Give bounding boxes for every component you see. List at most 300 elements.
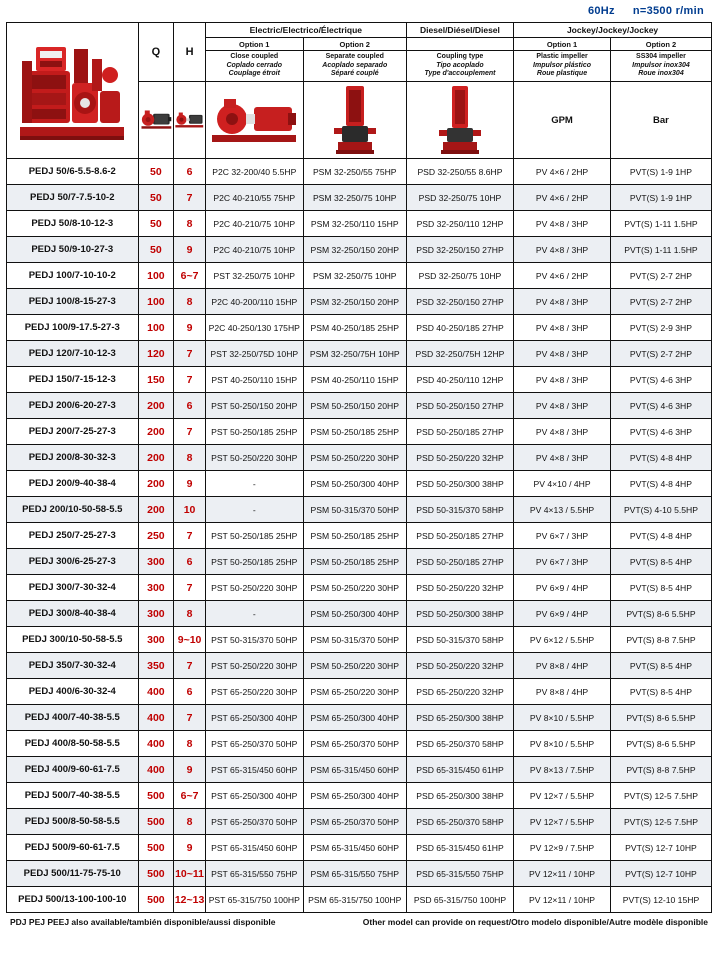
sub-line1: Plastic impeller (536, 52, 588, 60)
row-h: 6 (174, 549, 206, 575)
row-h: 9 (174, 757, 206, 783)
coupling-type-pump-illustration (208, 91, 300, 149)
vertical-ss304-jockey-pump-illustration (437, 82, 483, 158)
row-model: PEDJ 100/7-10-10-2 (7, 263, 139, 289)
row-model: PEDJ 50/9-10-27-3 (7, 237, 139, 263)
header-jockey-option2: Option 2 (610, 38, 711, 51)
table-row (7, 575, 712, 601)
row-diesel: PSD 40-250/110 12HP (406, 367, 513, 393)
row-h: 7 (174, 523, 206, 549)
row-electric-option1: PST 50-250/220 30HP (205, 575, 303, 601)
row-model: PEDJ 50/8-10-12-3 (7, 211, 139, 237)
sub-line2: Impulsor inox304 (632, 61, 690, 69)
row-electric-option1: PST 50-315/370 50HP (205, 627, 303, 653)
sub-line1: Separate coupled (325, 52, 384, 60)
photo-plastic-impeller-jockey-pump (303, 82, 406, 159)
sub-line2: Tipo acoplado (436, 61, 484, 69)
row-jockey-option2: PVT(S) 8-6 5.5HP (610, 705, 711, 731)
row-h: 10~11 (174, 861, 206, 887)
row-q: 350 (138, 653, 174, 679)
row-jockey-option2: PVT(S) 4-6 3HP (610, 393, 711, 419)
row-jockey-option1: PV 4×8 / 3HP (514, 315, 611, 341)
row-jockey-option1: PV 6×7 / 3HP (514, 549, 611, 575)
row-model: PEDJ 150/7-15-12-3 (7, 367, 139, 393)
row-model: PEDJ 500/13-100-100-10 (7, 887, 139, 913)
row-q: 500 (138, 835, 174, 861)
table-row (7, 809, 712, 835)
frequency-label: 60Hz (587, 5, 615, 17)
row-jockey-option1: PV 12×11 / 10HP (514, 861, 611, 887)
row-model: PEDJ 50/6-5.5-8.6-2 (7, 159, 139, 185)
row-diesel: PSD 50-315/370 58HP (406, 497, 513, 523)
row-h: 12~13 (174, 887, 206, 913)
row-jockey-option1: PV 12×7 / 5.5HP (514, 809, 611, 835)
row-diesel: PSD 32-250/75 10HP (406, 185, 513, 211)
fire-pump-set-illustration (16, 31, 128, 151)
table-body (7, 159, 712, 913)
table-row (7, 289, 712, 315)
row-jockey-option2: PVT(S) 8-5 4HP (610, 653, 711, 679)
row-h: 7 (174, 367, 206, 393)
header-q: Q (138, 23, 174, 82)
row-electric-option1: PST 50-250/220 30HP (205, 445, 303, 471)
row-jockey-option2: PVT(S) 12-7 10HP (610, 861, 711, 887)
row-diesel: PSD 50-250/300 38HP (406, 471, 513, 497)
row-h: 6 (174, 159, 206, 185)
photo-separate-coupled-pump (174, 82, 206, 159)
row-q: 50 (138, 237, 174, 263)
row-electric-option1: PST 50-250/185 25HP (205, 419, 303, 445)
row-electric-option1: PST 50-250/185 25HP (205, 549, 303, 575)
row-model: PEDJ 200/7-25-27-3 (7, 419, 139, 445)
row-q: 300 (138, 575, 174, 601)
row-electric-option2: PSM 50-250/150 20HP (303, 393, 406, 419)
row-electric-option2: PSM 65-315/450 60HP (303, 757, 406, 783)
row-q: 400 (138, 705, 174, 731)
row-jockey-option2: PVT(S) 1-11 1.5HP (610, 237, 711, 263)
row-electric-option1: PST 50-250/185 25HP (205, 523, 303, 549)
row-model: PEDJ 200/8-30-32-3 (7, 445, 139, 471)
row-jockey-option1: PV 12×9 / 7.5HP (514, 835, 611, 861)
row-jockey-option2: PVT(S) 12-7 10HP (610, 835, 711, 861)
row-q: 120 (138, 341, 174, 367)
row-electric-option1: P2C 32-200/40 5.5HP (205, 159, 303, 185)
header-sub-separate-coupled (303, 51, 406, 82)
row-electric-option2: PSM 50-315/370 50HP (303, 627, 406, 653)
header-sub-ss304-impeller (610, 51, 711, 82)
row-diesel: PSD 50-250/185 27HP (406, 549, 513, 575)
row-jockey-option2: PVT(S) 8-8 7.5HP (610, 757, 711, 783)
row-electric-option1: PST 65-315/550 75HP (205, 861, 303, 887)
row-electric-option2: PSM 50-250/220 30HP (303, 653, 406, 679)
row-q: 500 (138, 861, 174, 887)
row-h: 7 (174, 653, 206, 679)
row-jockey-option2: PVT(S) 4-8 4HP (610, 523, 711, 549)
row-electric-option2: PSM 32-250/150 20HP (303, 237, 406, 263)
row-jockey-option1: PV 4×8 / 3HP (514, 393, 611, 419)
row-electric-option2: PSM 50-315/370 50HP (303, 497, 406, 523)
row-electric-option2: PSM 50-250/185 25HP (303, 549, 406, 575)
row-electric-option2: PSM 65-315/450 60HP (303, 835, 406, 861)
sub-line2: Acoplado separado (322, 61, 388, 69)
row-h: 7 (174, 419, 206, 445)
pump-selection-table (6, 22, 712, 913)
row-jockey-option2: PVT(S) 12-5 7.5HP (610, 809, 711, 835)
row-jockey-option1: PV 4×8 / 3HP (514, 237, 611, 263)
row-h: 8 (174, 809, 206, 835)
row-diesel: PSD 50-250/220 32HP (406, 445, 513, 471)
row-q: 500 (138, 887, 174, 913)
row-model: PEDJ 120/7-10-12-3 (7, 341, 139, 367)
row-h: 7 (174, 705, 206, 731)
sub-line1: Close coupled (230, 52, 279, 60)
product-photo-diesel-fire-pump-set (7, 23, 139, 159)
row-electric-option2: PSM 32-250/55 75HP (303, 159, 406, 185)
row-jockey-option1: PV 8×10 / 5.5HP (514, 731, 611, 757)
row-model: PEDJ 250/7-25-27-3 (7, 523, 139, 549)
table-row (7, 159, 712, 185)
table-row (7, 341, 712, 367)
row-electric-option1: - (205, 471, 303, 497)
row-electric-option1: PST 40-250/110 15HP (205, 367, 303, 393)
row-electric-option2: PSM 50-250/300 40HP (303, 601, 406, 627)
row-jockey-option2: PVT(S) 8-6 5.5HP (610, 601, 711, 627)
table-row (7, 731, 712, 757)
row-h: 7 (174, 575, 206, 601)
photo-ss304-impeller-jockey-pump (406, 82, 513, 159)
row-q: 400 (138, 757, 174, 783)
row-jockey-option2: PVT(S) 1-11 1.5HP (610, 211, 711, 237)
row-jockey-option1: PV 4×6 / 2HP (514, 159, 611, 185)
table-row (7, 315, 712, 341)
row-q: 300 (138, 549, 174, 575)
sub-line3: Séparé couplé (330, 70, 379, 78)
row-electric-option1: PST 50-250/150 20HP (205, 393, 303, 419)
row-diesel: PSD 50-315/370 58HP (406, 627, 513, 653)
row-jockey-option2: PVT(S) 2-7 2HP (610, 341, 711, 367)
row-electric-option2: PSM 50-250/185 25HP (303, 419, 406, 445)
row-model: PEDJ 500/8-50-58-5.5 (7, 809, 139, 835)
row-q: 200 (138, 419, 174, 445)
sub-line2: Coplado cerrado (226, 61, 283, 69)
row-electric-option2: PSM 65-250/370 50HP (303, 731, 406, 757)
row-electric-option2: PSM 32-250/110 15HP (303, 211, 406, 237)
row-electric-option2: PSM 65-250/220 30HP (303, 679, 406, 705)
row-model: PEDJ 500/7-40-38-5.5 (7, 783, 139, 809)
row-electric-option2: PSM 65-250/300 40HP (303, 705, 406, 731)
row-jockey-option2: PVT(S) 4-8 4HP (610, 471, 711, 497)
header-h-unit: Bar (610, 82, 711, 159)
row-h: 8 (174, 445, 206, 471)
sub-line3: Type d'accouplement (424, 70, 496, 78)
row-electric-option2: PSM 50-250/220 30HP (303, 445, 406, 471)
row-diesel: PSD 32-250/75H 12HP (406, 341, 513, 367)
row-q: 100 (138, 289, 174, 315)
row-diesel: PSD 50-250/300 38HP (406, 601, 513, 627)
row-electric-option1: PST 32-250/75D 10HP (205, 341, 303, 367)
table-row (7, 861, 712, 887)
row-jockey-option2: PVT(S) 8-6 5.5HP (610, 731, 711, 757)
row-jockey-option1: PV 4×8 / 3HP (514, 289, 611, 315)
table-row (7, 679, 712, 705)
row-model: PEDJ 350/7-30-32-4 (7, 653, 139, 679)
photo-coupling-type-pump (205, 82, 303, 159)
row-electric-option1: PST 32-250/75 10HP (205, 263, 303, 289)
row-jockey-option1: PV 4×6 / 2HP (514, 263, 611, 289)
row-q: 50 (138, 211, 174, 237)
row-h: 7 (174, 341, 206, 367)
row-diesel: PSD 50-250/220 32HP (406, 653, 513, 679)
table-row (7, 211, 712, 237)
row-jockey-option2: PVT(S) 8-5 4HP (610, 549, 711, 575)
row-jockey-option1: PV 12×11 / 10HP (514, 887, 611, 913)
row-electric-option1: PST 65-250/370 50HP (205, 731, 303, 757)
header-electric-option2: Option 2 (303, 38, 406, 51)
table-row (7, 757, 712, 783)
sub-line3: Roue plastique (536, 70, 588, 78)
table-row (7, 263, 712, 289)
row-q: 100 (138, 263, 174, 289)
row-electric-option1: P2C 40-210/75 10HP (205, 211, 303, 237)
table-row (7, 835, 712, 861)
table-row (7, 393, 712, 419)
table-row (7, 523, 712, 549)
row-jockey-option2: PVT(S) 12-5 7.5HP (610, 783, 711, 809)
row-electric-option1: PST 65-250/220 30HP (205, 679, 303, 705)
row-diesel: PSD 50-250/220 32HP (406, 575, 513, 601)
table-row (7, 653, 712, 679)
table-row (7, 471, 712, 497)
row-jockey-option2: PVT(S) 8-8 7.5HP (610, 627, 711, 653)
row-jockey-option2: PVT(S) 2-7 2HP (610, 289, 711, 315)
speed-label: n=3500 r/min (632, 5, 704, 17)
row-jockey-option1: PV 4×8 / 3HP (514, 341, 611, 367)
row-jockey-option1: PV 6×12 / 5.5HP (514, 627, 611, 653)
table-row (7, 783, 712, 809)
header-diesel-option (406, 38, 513, 51)
row-electric-option1: PST 50-250/220 30HP (205, 653, 303, 679)
header-group-electric: Electric/Electrico/Électrique (205, 23, 406, 38)
row-jockey-option2: PVT(S) 2-7 2HP (610, 263, 711, 289)
row-jockey-option1: PV 8×8 / 4HP (514, 653, 611, 679)
row-electric-option1: PST 65-315/450 60HP (205, 757, 303, 783)
row-diesel: PSD 65-250/370 58HP (406, 731, 513, 757)
header-electric-option1: Option 1 (205, 38, 303, 51)
table-row (7, 705, 712, 731)
row-q: 200 (138, 445, 174, 471)
row-jockey-option2: PVT(S) 4-6 3HP (610, 367, 711, 393)
row-h: 6~7 (174, 783, 206, 809)
row-diesel: PSD 65-315/450 61HP (406, 757, 513, 783)
row-jockey-option2: PVT(S) 8-5 4HP (610, 679, 711, 705)
header-sub-plastic-impeller (514, 51, 611, 82)
row-diesel: PSD 50-250/150 27HP (406, 393, 513, 419)
row-q: 200 (138, 393, 174, 419)
table-row (7, 887, 712, 913)
row-q: 100 (138, 315, 174, 341)
table-row (7, 445, 712, 471)
row-electric-option1: PST 65-250/300 40HP (205, 705, 303, 731)
row-electric-option2: PSM 32-250/75 10HP (303, 263, 406, 289)
table-header (7, 23, 712, 159)
row-h: 10 (174, 497, 206, 523)
close-coupled-pump-illustration (139, 91, 174, 149)
row-h: 9 (174, 315, 206, 341)
row-jockey-option1: PV 8×10 / 5.5HP (514, 705, 611, 731)
photo-close-coupled-pump (138, 82, 174, 159)
row-model: PEDJ 400/6-30-32-4 (7, 679, 139, 705)
row-h: 9 (174, 471, 206, 497)
row-diesel: PSD 65-250/370 58HP (406, 809, 513, 835)
header-sub-close-coupled (205, 51, 303, 82)
row-h: 6~7 (174, 263, 206, 289)
row-h: 6 (174, 393, 206, 419)
row-electric-option1: PST 65-315/450 60HP (205, 835, 303, 861)
row-electric-option2: PSM 32-250/150 20HP (303, 289, 406, 315)
row-model: PEDJ 500/9-60-61-7.5 (7, 835, 139, 861)
row-diesel: PSD 32-250/75 10HP (406, 263, 513, 289)
row-model: PEDJ 400/7-40-38-5.5 (7, 705, 139, 731)
row-electric-option1: P2C 40-200/110 15HP (205, 289, 303, 315)
row-model: PEDJ 500/11-75-75-10 (7, 861, 139, 887)
row-electric-option2: PSM 50-250/185 25HP (303, 523, 406, 549)
row-electric-option1: - (205, 601, 303, 627)
row-jockey-option1: PV 6×7 / 3HP (514, 523, 611, 549)
row-jockey-option1: PV 4×13 / 5.5HP (514, 497, 611, 523)
row-q: 200 (138, 471, 174, 497)
header-group-diesel: Diesel/Diésel/Diesel (406, 23, 513, 38)
row-model: PEDJ 300/7-30-32-4 (7, 575, 139, 601)
row-q: 400 (138, 679, 174, 705)
row-electric-option1: P2C 40-250/130 175HP (205, 315, 303, 341)
sub-line3: Roue inox304 (638, 70, 684, 78)
row-h: 9 (174, 237, 206, 263)
row-model: PEDJ 400/8-50-58-5.5 (7, 731, 139, 757)
footer-right-note: Other model can provide on request/Otro modelo disponible/Autre modèle disponible (362, 917, 708, 927)
row-electric-option2: PSM 50-250/220 30HP (303, 575, 406, 601)
row-h: 8 (174, 289, 206, 315)
row-electric-option1: PST 65-250/370 50HP (205, 809, 303, 835)
table-row (7, 549, 712, 575)
table-row (7, 601, 712, 627)
row-diesel: PSD 65-315/750 100HP (406, 887, 513, 913)
top-specs-bar (6, 0, 712, 22)
table-row (7, 237, 712, 263)
row-diesel: PSD 65-250/220 32HP (406, 679, 513, 705)
row-jockey-option1: PV 4×8 / 3HP (514, 211, 611, 237)
row-diesel: PSD 50-250/185 27HP (406, 523, 513, 549)
table-row (7, 185, 712, 211)
vertical-jockey-pump-illustration (332, 82, 378, 158)
sub-line1: Coupling type (436, 52, 484, 60)
row-q: 50 (138, 185, 174, 211)
row-electric-option2: PSM 50-250/300 40HP (303, 471, 406, 497)
row-jockey-option1: PV 8×13 / 7.5HP (514, 757, 611, 783)
row-jockey-option2: PVT(S) 4-6 3HP (610, 419, 711, 445)
row-electric-option2: PSM 40-250/110 15HP (303, 367, 406, 393)
header-h: H (174, 23, 206, 82)
row-jockey-option1: PV 8×8 / 4HP (514, 679, 611, 705)
row-h: 8 (174, 601, 206, 627)
row-electric-option2: PSM 65-315/750 100HP (303, 887, 406, 913)
row-q: 400 (138, 731, 174, 757)
row-jockey-option2: PVT(S) 8-5 4HP (610, 575, 711, 601)
row-jockey-option1: PV 6×9 / 4HP (514, 601, 611, 627)
row-q: 250 (138, 523, 174, 549)
row-jockey-option2: PVT(S) 1-9 1HP (610, 159, 711, 185)
row-diesel: PSD 65-250/300 38HP (406, 783, 513, 809)
sub-line3: Couplage étroit (228, 70, 280, 78)
row-electric-option2: PSM 65-315/550 75HP (303, 861, 406, 887)
row-q: 200 (138, 497, 174, 523)
row-model: PEDJ 200/6-20-27-3 (7, 393, 139, 419)
row-h: 6 (174, 679, 206, 705)
row-electric-option1: P2C 40-210/55 75HP (205, 185, 303, 211)
header-jockey-option1: Option 1 (514, 38, 611, 51)
sub-line2: Impulsor plástico (533, 61, 591, 69)
row-electric-option2: PSM 65-250/300 40HP (303, 783, 406, 809)
row-electric-option2: PSM 40-250/185 25HP (303, 315, 406, 341)
row-electric-option2: PSM 65-250/370 50HP (303, 809, 406, 835)
row-electric-option2: PSM 32-250/75H 10HP (303, 341, 406, 367)
row-h: 9 (174, 835, 206, 861)
row-model: PEDJ 300/8-40-38-4 (7, 601, 139, 627)
row-jockey-option1: PV 12×7 / 5.5HP (514, 783, 611, 809)
row-jockey-option1: PV 4×6 / 2HP (514, 185, 611, 211)
row-q: 300 (138, 627, 174, 653)
row-diesel: PSD 32-250/150 27HP (406, 289, 513, 315)
row-electric-option2: PSM 32-250/75 10HP (303, 185, 406, 211)
row-q: 500 (138, 809, 174, 835)
separate-coupled-pump-illustration (174, 91, 205, 149)
row-model: PEDJ 200/10-50-58-5.5 (7, 497, 139, 523)
row-diesel: PSD 50-250/185 27HP (406, 419, 513, 445)
row-jockey-option2: PVT(S) 2-9 3HP (610, 315, 711, 341)
row-jockey-option2: PVT(S) 1-9 1HP (610, 185, 711, 211)
row-q: 500 (138, 783, 174, 809)
row-diesel: PSD 32-250/150 27HP (406, 237, 513, 263)
row-q: 300 (138, 601, 174, 627)
row-electric-option1: PST 65-250/300 40HP (205, 783, 303, 809)
row-jockey-option2: PVT(S) 4-10 5.5HP (610, 497, 711, 523)
table-row (7, 627, 712, 653)
row-jockey-option2: PVT(S) 4-8 4HP (610, 445, 711, 471)
row-jockey-option1: PV 6×9 / 4HP (514, 575, 611, 601)
row-model: PEDJ 100/9-17.5-27-3 (7, 315, 139, 341)
row-h: 7 (174, 185, 206, 211)
row-model: PEDJ 100/8-15-27-3 (7, 289, 139, 315)
row-q: 50 (138, 159, 174, 185)
row-electric-option1: P2C 40-210/75 10HP (205, 237, 303, 263)
row-model: PEDJ 400/9-60-61-7.5 (7, 757, 139, 783)
row-jockey-option2: PVT(S) 12-10 15HP (610, 887, 711, 913)
footer-left-note: PDJ PEJ PEEJ also available/también disponible/aussi disponible (10, 917, 276, 927)
row-diesel: PSD 65-250/300 38HP (406, 705, 513, 731)
table-row (7, 419, 712, 445)
row-diesel: PSD 40-250/185 27HP (406, 315, 513, 341)
row-model: PEDJ 300/10-50-58-5.5 (7, 627, 139, 653)
row-jockey-option1: PV 4×8 / 3HP (514, 367, 611, 393)
row-jockey-option1: PV 4×8 / 3HP (514, 419, 611, 445)
row-electric-option1: PST 65-315/750 100HP (205, 887, 303, 913)
row-model: PEDJ 300/6-25-27-3 (7, 549, 139, 575)
row-diesel: PSD 65-315/450 61HP (406, 835, 513, 861)
row-h: 9~10 (174, 627, 206, 653)
row-h: 8 (174, 731, 206, 757)
header-sub-coupling-type (406, 51, 513, 82)
row-diesel: PSD 32-250/55 8.6HP (406, 159, 513, 185)
row-diesel: PSD 65-315/550 75HP (406, 861, 513, 887)
